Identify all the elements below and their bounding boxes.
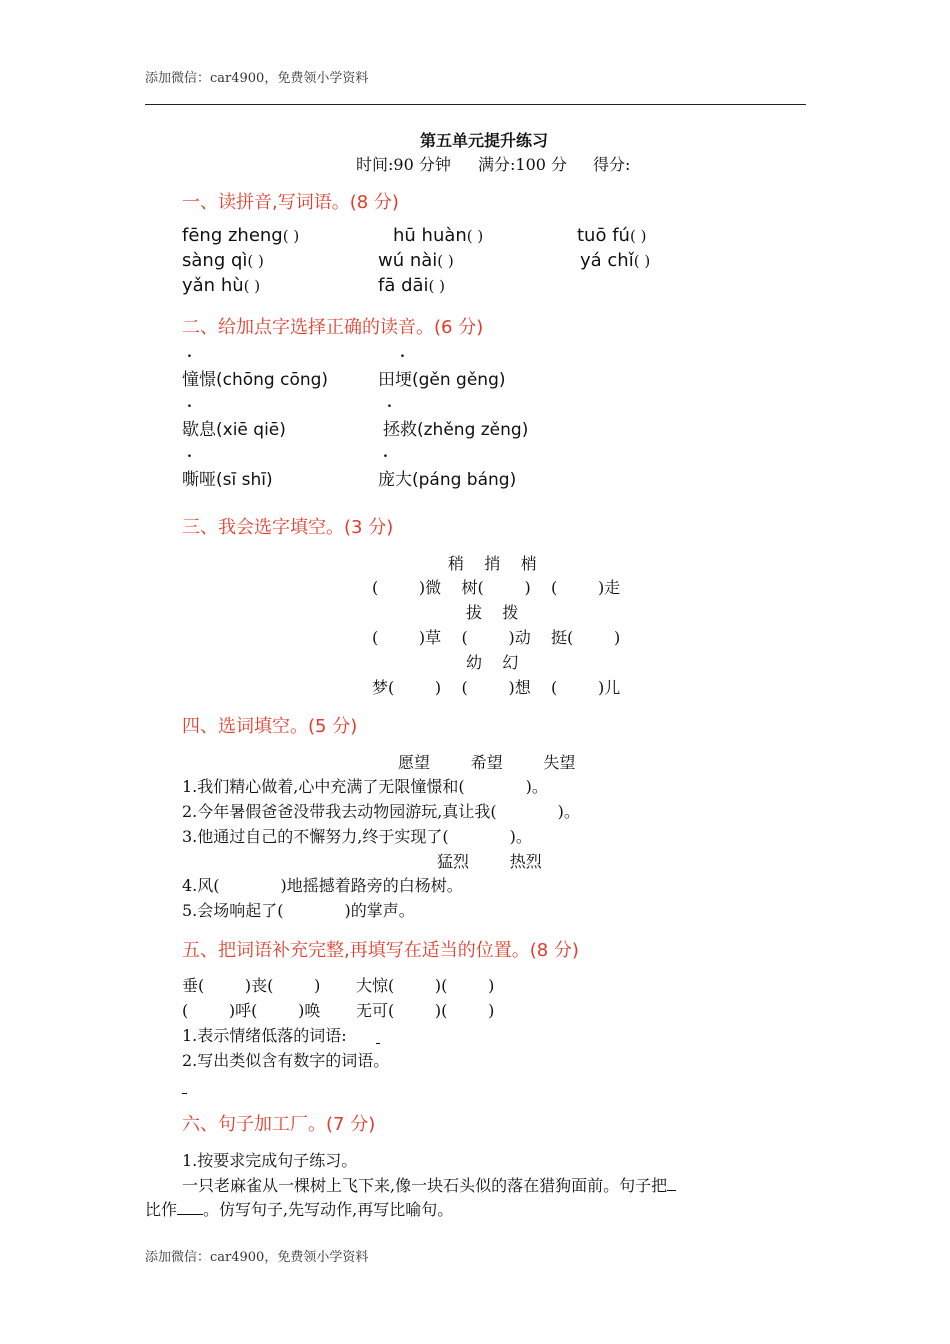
meta-score: 得分: [593, 155, 631, 174]
meta-full-score: 满分:100 分 [478, 155, 568, 174]
emphasis-dot: . [187, 345, 192, 361]
emphasis-dot: . [187, 445, 192, 461]
char-choices: 稍 捎 梢 [448, 554, 537, 573]
pinyin-item: yǎn hù( ) [182, 275, 261, 296]
pronunciation-item: 庞大(páng báng) [378, 470, 517, 490]
section-3-heading: 三、我会选字填空。(3 分) [182, 517, 394, 538]
question: 1.按要求完成句子练习。 [182, 1151, 358, 1170]
pinyin-item: tuō fú( ) [577, 225, 647, 246]
pinyin-item: sàng qì( ) [182, 250, 264, 271]
pronunciation-item: 嘶哑(sī shī) [182, 470, 273, 490]
page-title: 第五单元提升练习 [420, 131, 549, 150]
section-6-heading: 六、句子加工厂。(7 分) [182, 1114, 376, 1135]
pinyin-item: wú nài( ) [378, 250, 454, 271]
section-5-heading: 五、把词语补充完整,再填写在适当的位置。(8 分) [182, 940, 579, 961]
emphasis-dot: . [187, 395, 192, 411]
pinyin-item: hū huàn( ) [393, 225, 484, 246]
sentence: 3.他通过自己的不懈努力,终于实现了( )。 [182, 827, 532, 846]
idiom-blank: 大惊( )( ) [356, 976, 495, 995]
sentence: 2.今年暑假爸爸没带我去动物园游玩,真让我( )。 [182, 802, 580, 821]
question: 1.表示情绪低落的词语: [182, 1026, 347, 1045]
pronunciation-item: 憧憬(chōng cōng) [182, 370, 329, 390]
emphasis-dot: . [400, 345, 405, 361]
paragraph-line: 比作 。仿写句子,先写动作,再写比喻句。 [145, 1200, 454, 1219]
question: 2.写出类似含有数字的词语。 [182, 1051, 390, 1070]
answer-underline [376, 1043, 380, 1044]
pronunciation-item: 田埂(gěn gěng) [378, 370, 506, 390]
section-1-heading: 一、读拼音,写词语。(8 分) [182, 192, 399, 213]
pronunciation-item: 拯救(zhěng zěng) [383, 420, 529, 440]
pinyin-item: fā dāi( ) [378, 275, 446, 296]
word-choices: 愿望 希望 失望 [398, 753, 576, 772]
fill-line: ( )草 ( )动 挺( ) [372, 628, 621, 647]
paragraph-line: 一只老麻雀从一棵树上飞下来,像一块石头似的落在猎狗面前。句子把 [182, 1173, 676, 1196]
emphasis-dot: . [383, 445, 388, 461]
section-2-heading: 二、给加点字选择正确的读音。(6 分) [182, 317, 484, 338]
sentence: 4.风( )地摇撼着路旁的白杨树。 [182, 876, 463, 895]
fill-line: 梦( ) ( )想 ( )儿 [372, 678, 621, 697]
section-4-heading: 四、选词填空。(5 分) [182, 716, 358, 737]
char-choices: 拔 拨 [466, 603, 519, 622]
fill-line: ( )微 树( ) ( )走 [372, 578, 621, 597]
pinyin-item: fēng zheng( ) [182, 225, 300, 246]
char-choices: 幼 幻 [466, 653, 519, 672]
meta-time: 时间:90 分钟 [356, 155, 451, 174]
answer-underline [182, 1093, 187, 1094]
header-divider [145, 104, 806, 105]
idiom-blank: 垂( )丧( ) [182, 976, 321, 995]
pronunciation-item: 歇息(xiē qiē) [182, 420, 286, 440]
sentence: 5.会场响起了( )的掌声。 [182, 901, 415, 920]
footer-watermark: 添加微信：car4900，免费领小学资料 [145, 1250, 369, 1265]
idiom-blank: 无可( )( ) [356, 1001, 495, 1020]
header-watermark: 添加微信：car4900，免费领小学资料 [145, 71, 369, 86]
pinyin-item: yá chǐ( ) [580, 250, 651, 271]
word-choices: 猛烈 热烈 [437, 852, 542, 871]
emphasis-dot: . [387, 395, 392, 411]
sentence: 1.我们精心做着,心中充满了无限憧憬和( )。 [182, 777, 548, 796]
idiom-blank: ( )呼( )唤 [182, 1001, 321, 1020]
